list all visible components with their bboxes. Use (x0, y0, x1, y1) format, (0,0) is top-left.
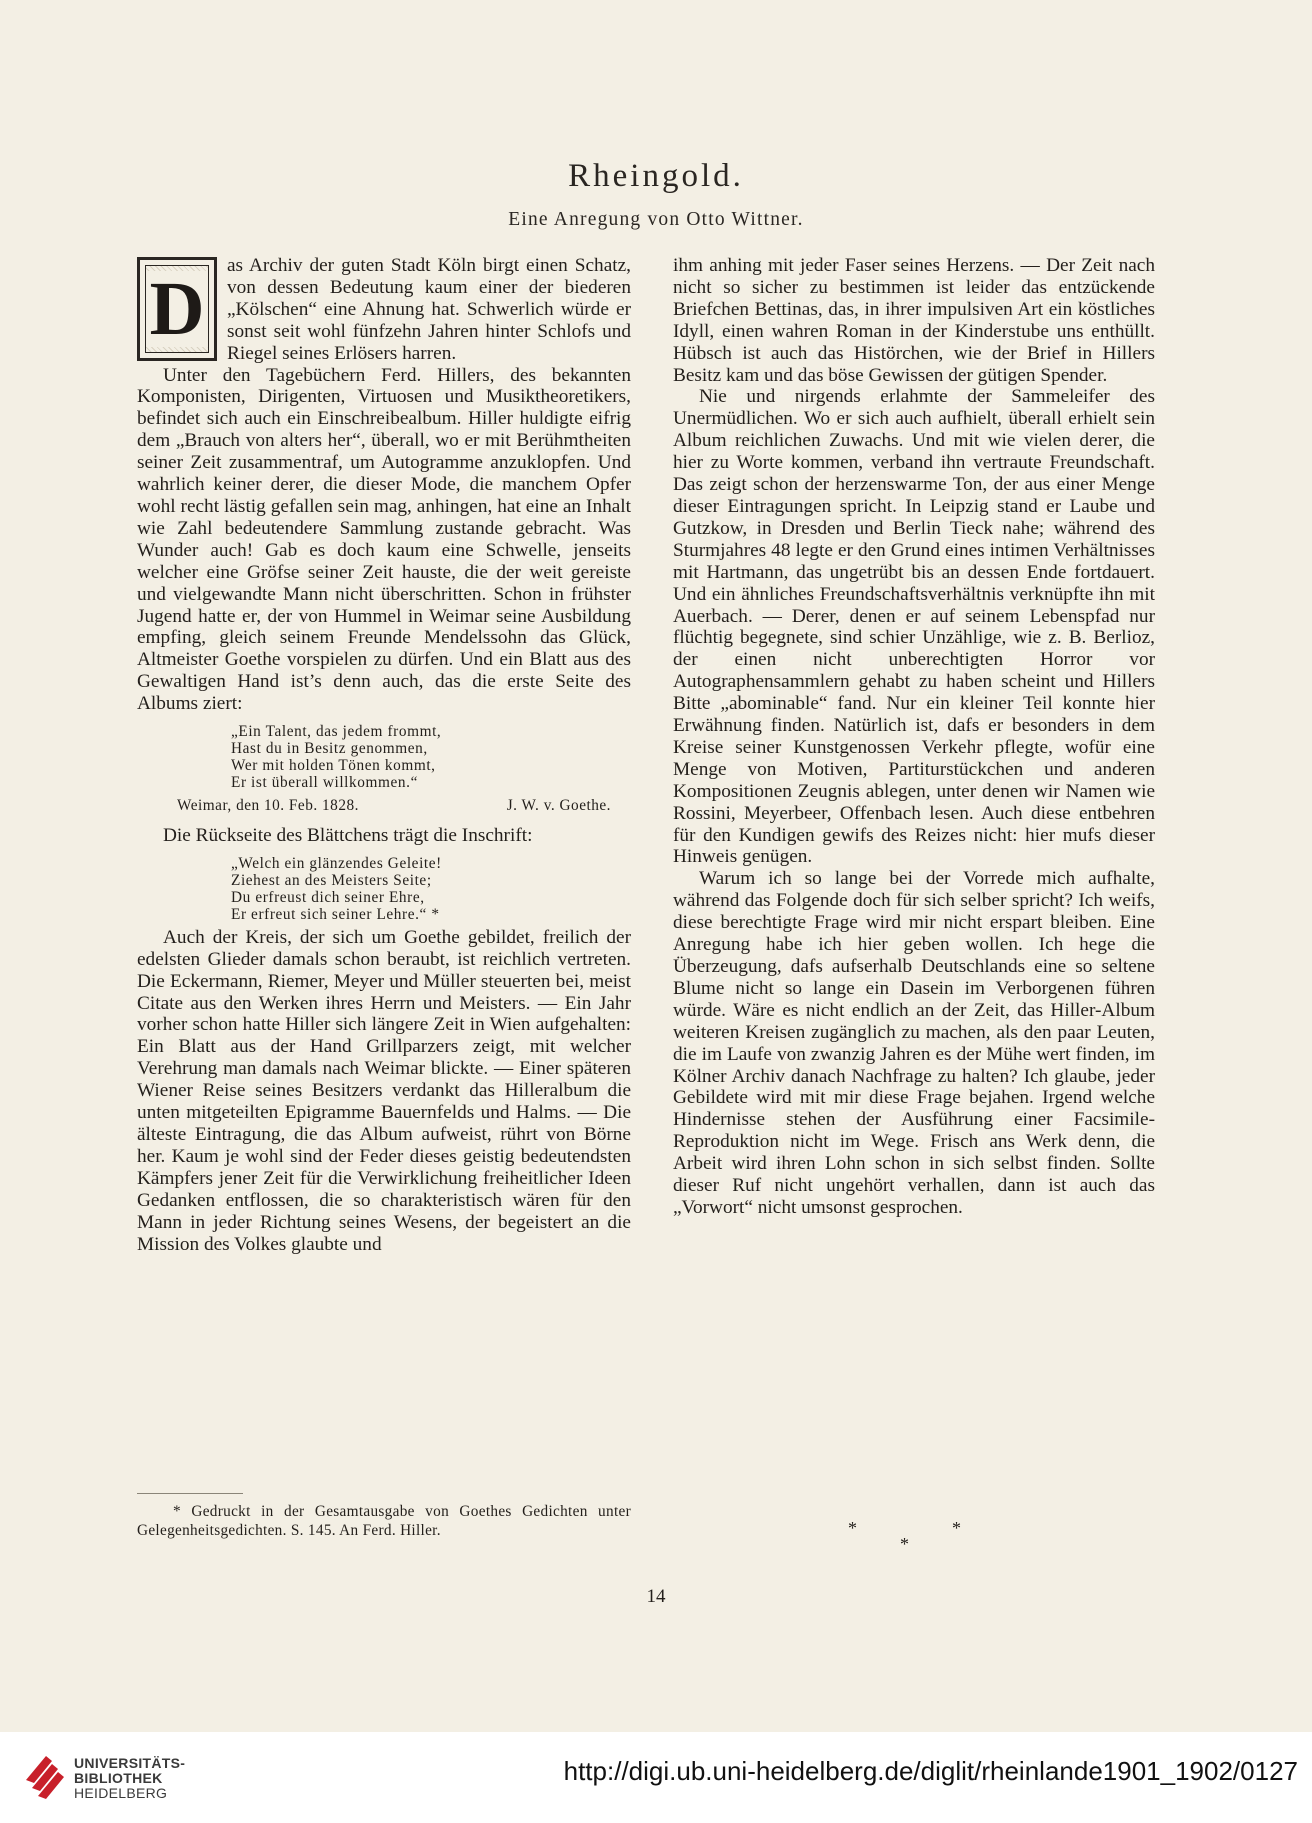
ornamental-initial (137, 257, 217, 361)
right-column (673, 255, 1155, 1219)
paragraph-reverse-side: Die Rückseite des Blättchens trägt die Inschrift: (163, 824, 533, 846)
library-name (74, 1756, 185, 1801)
left-column (137, 255, 631, 1255)
library-name-line: UNIVERSITÄTS- (74, 1755, 186, 1771)
library-logo-icon (20, 1750, 70, 1805)
paragraph-collector: Nie und nirgends erlahmte der Sammeleifer des Unermüdlichen. Wo er sich auch aufhielt, überall erhielt sein Album reichlichen Zuwachs. Und mit wie vielen derer, die hier zu Worte kommen, verband ihn vertraute Freundschaft. Das zeigt schon der herzenswarme Ton, der aus einer Menge dieser Eintragungen spricht. In Leipzig stand er Laube und Gutzkow, in Dresden und Berlin Tieck nahe; während des Sturmjahres 48 legte er den Grund eines intimen Verhältnisses mit Hartmann, das ungetrübt bis an dessen Ende fortdauert. Und ein ähnliches Freundschaftsverhältnis verknüpfte ihn mit Auerbach. — Derer, denen er auf seinem Lebenspfad nur flüchtig begegnete, sind schier Unzählige, wie z. B. Berlioz, der einen nicht unberechtigten Horror vor Autographensammlern gehabt zu haben scheint und Hillers Bitte „abominable“ fand. Nur ein kleiner Teil konnte hier Erwähnung finden. Natürlich ist, dafs er besonders in dem Kreise seiner Kunstgenossen Verkehr pflegte, wofür eine Menge von Motiven, Partiturstückchen und anderen Kompositionen Zeugnis ablegen, unter denen wir Namen wie Rossini, Meyerbeer, Offenbach lesen. Auch diese entbehren für den Kundigen gewifs des Reizes nicht: hier mufs dieser Hinweis genügen. (673, 386, 1155, 868)
library-name-line: HEIDELBERG (74, 1785, 168, 1801)
article-subtitle: Eine Anregung von Otto Wittner. (508, 209, 804, 230)
article-title: Rheingold. (568, 158, 744, 194)
paragraph-intro: as Archiv der guten Stadt Köln birgt einen Schatz, von dessen Bedeutung kaum einer der biederen „Kölschen“ eine Ahnung hat. Schwerlich würde er sonst seit wohl fünfzehn Jahren hinter Schlofs und Riegel seines Erlösers harren. (227, 255, 631, 364)
page-number: 14 (646, 1586, 666, 1607)
signature-author: J. W. v. Goethe. (506, 797, 611, 815)
paragraph-hiller-album: Unter den Tagebüchern Ferd. Hillers, des bekannten Komponisten, Dirigenten, Virtuosen und Musiktheoretikers, befindet sich auch ein Einschreibealbum. Hiller huldigte eifrig dem „Brauch von alters her“, überall, wo er mit Berühmtheiten seiner Zeit zusammentraf, um Autogramme anzuklopfen. Und wahrlich keiner derer, die dieser Mode, die manchem Opfer wohl recht lästig gefallen sein mag, anhingen, hat eine an Inhalt wie Zahl bedeutendere Sammlung zustande gebracht. Was Wunder auch! Gab es doch kaum eine Schwelle, jenseits welcher eine Gröfse seiner Zeit hauste, die der weit gereiste und vielgewandte Mann nicht überschritten. Schon in frühster Jugend hatte er, der von Hummel in Weimar seine Ausbildung empfing, gleich seinem Freunde Mendelssohn das Glück, Altmeister Goethe vorspielen zu dürfen. Und ein Blatt aus des Gewaltigen Hand ist’s denn auch, das die erste Seite des Albums ziert: (137, 364, 631, 715)
footnote: * Gedruckt in der Gesamtausgabe von Goethes Gedichten unter Gelegenheitsgedichten. S. 145. An Ferd. Hiller. (137, 1503, 631, 1539)
asterisk: * (952, 1518, 961, 1538)
verse-line: Ziehest an des Meisters Seite; (231, 871, 432, 889)
verse-line: „Welch ein glänzendes Geleite! (231, 854, 442, 872)
verse-line: Er erfreut sich seiner Lehre.“ * (231, 905, 440, 923)
verse-signature (177, 795, 631, 817)
verse-line: Hast du in Besitz genommen, (231, 740, 428, 758)
paragraph-bettina: ihm anhing mit jeder Faser seines Herzens. — Der Zeit nach nicht so sicher zu bestimmen ist leider das entzückende Briefchen Bettinas, das, in ihrer impulsiven Art ein köstliches Idyll, einen wahren Roman in der Kinderstube uns enthüllt. Hübsch ist auch das Histörchen, wie der Brief in Hillers Besitz kam und das böse Gewissen der gütigen Spender. (673, 255, 1155, 386)
initial-letter: D (146, 271, 209, 347)
asterisk: * (848, 1518, 857, 1538)
library-name-line: BIBLIOTHEK (74, 1770, 163, 1786)
verse-line: Wer mit holden Tönen kommt, (231, 757, 436, 775)
signature-place-date: Weimar, den 10. Feb. 1828. (177, 797, 359, 815)
verse-line: „Ein Talent, das jedem frommt, (231, 723, 442, 741)
source-url-link[interactable]: http://digi.ub.uni-heidelberg.de/diglit/rheinlande1901_1902/0127 (563, 1756, 1298, 1786)
paragraph-facsimile: Warum ich so lange bei der Vorrede mich aufhalte, während das Folgende doch für sich selber spricht? Ich weifs, diese berechtigte Frage wird mir nicht erspart bleiben. Eine Anregung habe ich hier geben wollen. Ich hege die Überzeugung, dafs aufserhalb Deutschlands eine so seltene Blume nicht so lange ein Dasein im Verborgenen führen würde. Wäre es nicht endlich an der Zeit, das Hiller-Album weiteren Kreisen zugänglich zu machen, als den paar Leuten, die im Laufe von zwanzig Jahren es der Mühe wert finden, im Kölner Archiv danach Nachfrage zu halten? Ich glaube, jeder Gebildete wird mit mir diese Frage bejahen. Irgend welche Hindernisse stehen der Ausführung einer Facsimile-Reproduktion nicht im Wege. Frisch ans Werk denn, die Arbeit wird ihren Lohn schon in sich selbst finden. Sollte dieser Ruf nicht ungehört verhallen, dann ist auch das „Vorwort“ nicht umsonst gesprochen. (673, 868, 1155, 1218)
asterisk: * (900, 1534, 909, 1554)
reverse-verse (231, 855, 631, 923)
goethe-verse (231, 723, 631, 791)
footnote-divider (137, 1493, 243, 1494)
initial-ornament-frame (145, 265, 209, 353)
verse-line: Er ist überall willkommen.“ (231, 774, 418, 792)
verse-line: Du erfreust dich seiner Ehre, (231, 888, 425, 906)
paragraph-goethe-circle: Auch der Kreis, der sich um Goethe gebildet, freilich der edelsten Glieder damals schon beraubt, ist reichlich vertreten. Die Eckermann, Riemer, Meyer und Müller steuerten bei, meist Citate aus den Werken ihres Herrn und Meisters. — Ein Jahr vorher schon hatte Hiller sich längere Zeit in Wien aufgehalten: Ein Blatt aus der Hand Grillparzers zeigt, mit welcher Verehrung man damals nach Weimar blickte. — Einer späteren Wiener Reise seines Besitzers verdankt das Hilleralbum die unten mitgeteilten Epigramme Bauernfelds und Halms. — Die älteste Eintragung, die das Album aufweist, rührt von Börne her. Kaum je wohl sind der Feder dieses geistig bedeutendsten Kämpfers jener Zeit für die Verwirklichung freiheitlicher Ideen Gedanken entflossen, die so charakteristisch wären für den Mann in jeder Richtung seines Wesens, der begeistert an die Mission des Volkes glaubte und (137, 926, 631, 1255)
section-asterism (840, 1518, 980, 1558)
